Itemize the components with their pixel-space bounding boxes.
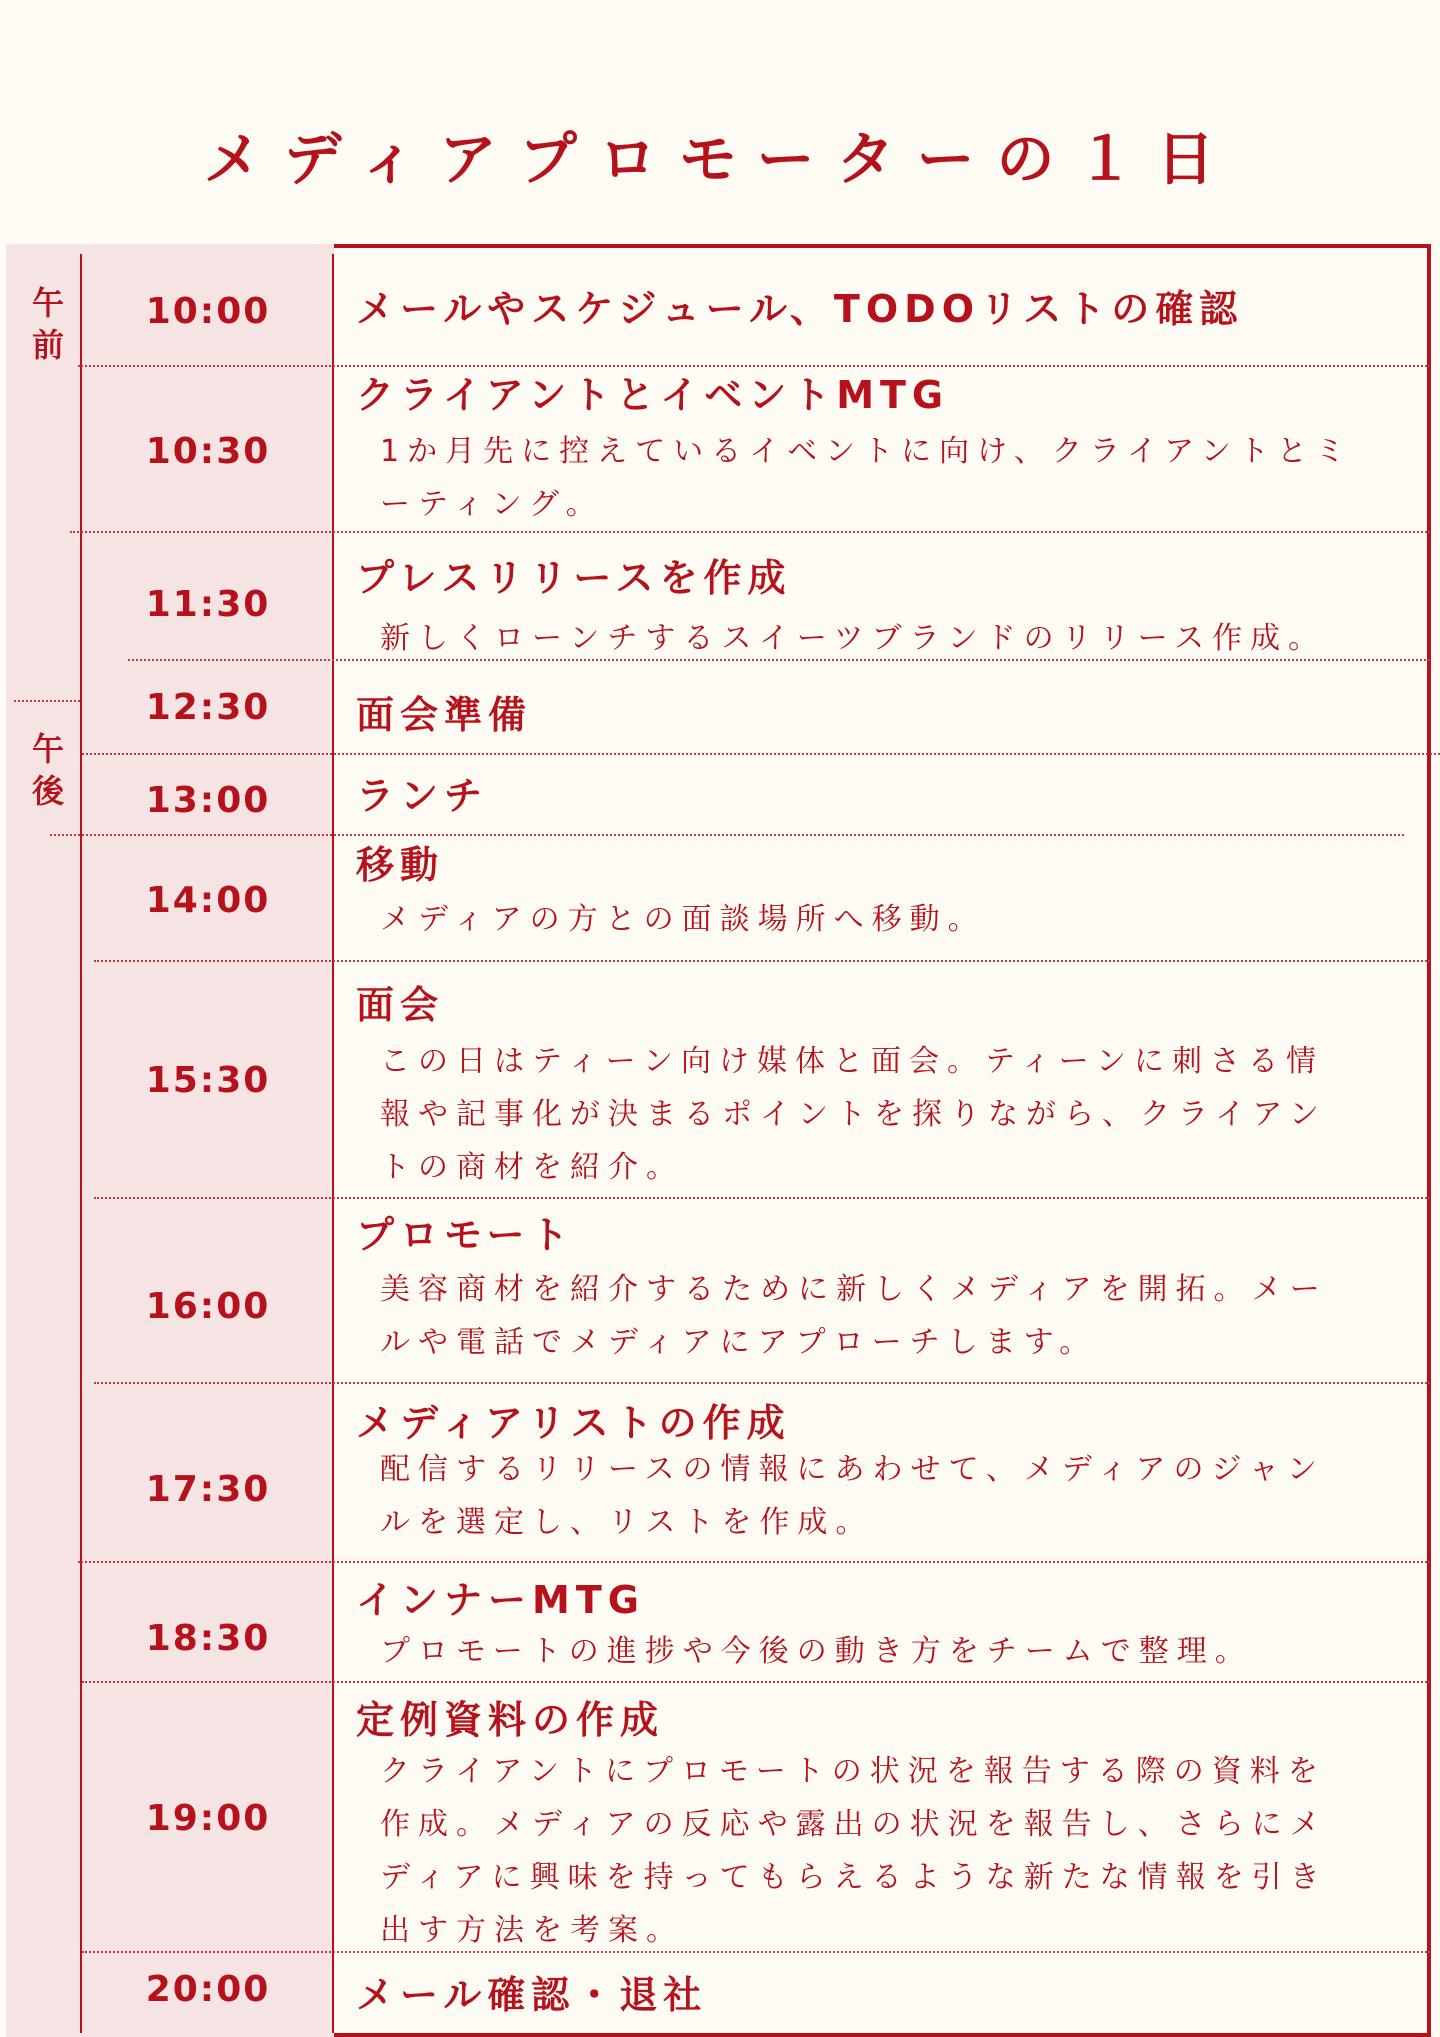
time-label: 15:30 bbox=[145, 1060, 271, 1101]
task-description: この日はティーン向け媒体と面会。ティーンに刺さる情報や記事化が決まるポイントを探りながら、クライアントの商材を紹介。 bbox=[380, 1044, 1327, 1185]
task-heading: 定例資料の作成 bbox=[356, 1698, 665, 1742]
time-divider bbox=[332, 254, 334, 2033]
task-description: メディアの方との面談場所へ移動。 bbox=[380, 902, 986, 937]
task-heading: プレスリリースを作成 bbox=[356, 556, 792, 600]
task-heading: メディアリストの作成 bbox=[356, 1401, 791, 1445]
period-separator bbox=[14, 700, 80, 702]
time-label: 17:30 bbox=[145, 1469, 271, 1510]
time-label: 20:00 bbox=[145, 1969, 271, 2010]
task-description: 新しくローンチするスイーツブランドのリリース作成。 bbox=[380, 621, 1327, 656]
period-divider bbox=[80, 254, 82, 2033]
row-separator bbox=[94, 1382, 1430, 1384]
row-separator bbox=[78, 1561, 1430, 1563]
task-heading: 面会 bbox=[356, 983, 445, 1027]
period-pm: 午後 bbox=[31, 730, 64, 810]
time-label: 18:30 bbox=[145, 1618, 271, 1659]
task-heading: メール確認・退社 bbox=[356, 1973, 708, 2017]
time-label: 10:00 bbox=[145, 291, 271, 332]
row-separator bbox=[94, 1197, 1430, 1199]
task-description: 1か月先に控えているイベントに向け、クライアントとミーティング。 bbox=[380, 434, 1353, 522]
task-heading: ランチ bbox=[356, 774, 489, 818]
period-am: 午前 bbox=[31, 284, 64, 364]
row-separator bbox=[94, 960, 1430, 962]
task-heading: 面会準備 bbox=[356, 693, 533, 737]
time-label: 16:00 bbox=[145, 1286, 271, 1327]
time-label: 12:30 bbox=[145, 687, 271, 728]
page-title: メディアプロモーターの１日 bbox=[203, 125, 1237, 193]
time-label: 11:30 bbox=[145, 584, 271, 625]
period-column bbox=[6, 244, 84, 2037]
task-heading: クライアントとイベントMTG bbox=[356, 373, 950, 417]
row-separator bbox=[70, 531, 1430, 533]
task-description: 美容商材を紹介するために新しくメディアを開拓。メールや電話でメディアにアプローチします。 bbox=[380, 1272, 1328, 1360]
time-label: 10:30 bbox=[145, 431, 271, 472]
task-description: プロモートの進捗や今後の動き方をチームで整理。 bbox=[380, 1634, 1253, 1669]
row-separator bbox=[50, 834, 1404, 836]
row-separator bbox=[82, 753, 1440, 755]
task-heading: プロモート bbox=[356, 1213, 575, 1257]
task-description: 配信するリリースの情報にあわせて、メディアのジャンルを選定し、リストを作成。 bbox=[380, 1452, 1325, 1540]
task-heading: 移動 bbox=[356, 843, 445, 887]
row-separator bbox=[78, 365, 1430, 367]
time-column bbox=[82, 244, 334, 2037]
task-heading: メールやスケジュール、TODOリストの確認 bbox=[356, 287, 1244, 331]
time-label: 13:00 bbox=[145, 780, 271, 821]
row-separator bbox=[82, 1681, 1430, 1683]
time-label: 19:00 bbox=[145, 1798, 271, 1839]
task-description: クライアントにプロモートの状況を報告する際の資料を作成。メディアの反応や露出の状況を報告し、さらにメディアに興味を持ってもらえるような新たな情報を引き出す方法を考案。 bbox=[380, 1754, 1328, 1948]
time-label: 14:00 bbox=[145, 880, 271, 921]
task-heading: インナーMTG bbox=[356, 1578, 645, 1622]
